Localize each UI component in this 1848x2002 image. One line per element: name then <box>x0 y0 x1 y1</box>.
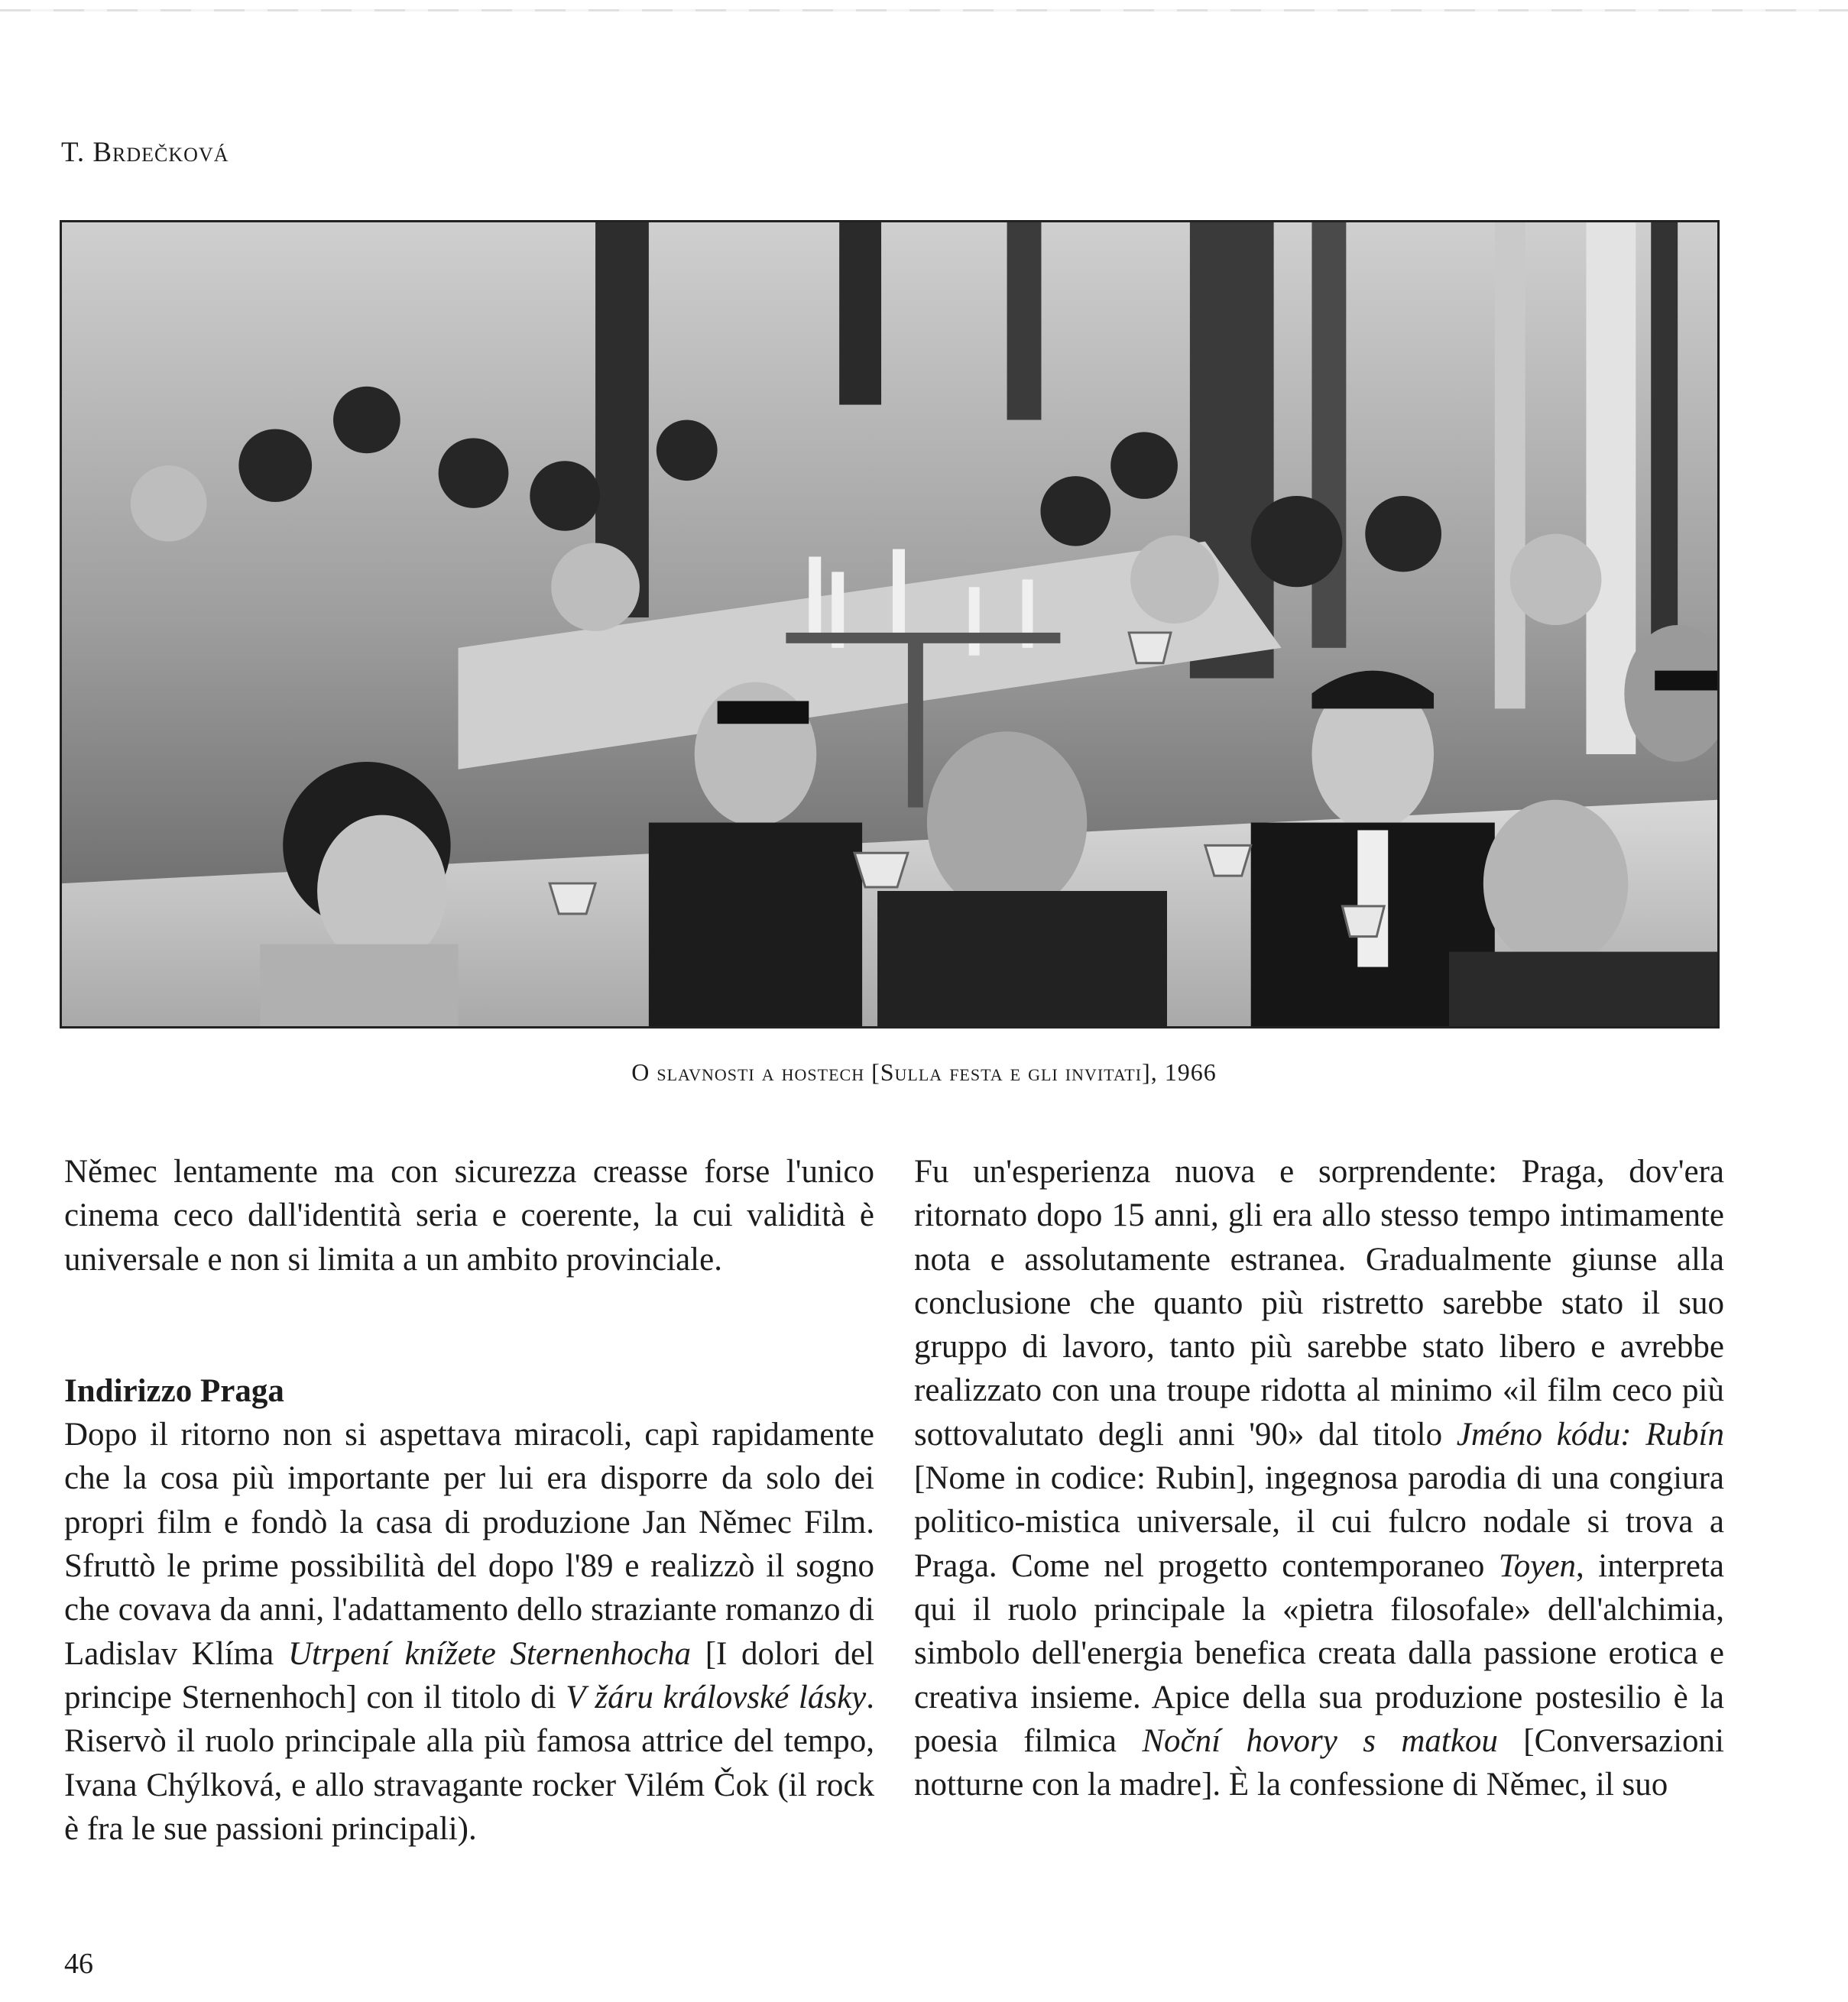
film-title: Toyen <box>1498 1547 1576 1584</box>
section-heading: Indirizzo Praga <box>64 1372 284 1409</box>
film-title: Utrpení knížete Sternenhocha <box>287 1635 691 1672</box>
body-text: , interpreta qui il ruolo principale la «pietra filosofale» dell'alchimia, simbolo dell'energia benefica creata dalla passione erotica e creativa insieme. Apice della sua produzione postesilio è la poesia filmica <box>914 1547 1724 1759</box>
running-head-surname: rdečková <box>112 137 229 168</box>
top-edge-rule <box>0 9 1848 11</box>
film-title: Jméno kódu: Rubín <box>1456 1416 1724 1453</box>
body-paragraph <box>64 1413 874 1851</box>
running-head-initial: T. B <box>61 137 113 168</box>
body-text: [I dolori del principe Sternenhoch] con il titolo di <box>64 1635 874 1715</box>
page-number: 46 <box>64 1948 93 1980</box>
intro-paragraph: Němec lentamente ma con sicurezza creasse forse l'unico cinema ceco dall'identità seria e coerente, la cui validità è universale e non si limita a un ambito provinciale. <box>64 1154 874 1278</box>
banquet-photo <box>60 220 1720 1029</box>
body-text: Dopo il ritorno non si aspettava miracoli, capì rapidamente che la cosa più importante per lui era disporre da solo dei propri film e fondò la casa di produzione Jan Němec Film. Sfruttò le prime possibilità del dopo l'89 e realizzò il sogno che covava da anni, l'adattamento dello straziante romanzo di Ladislav Klíma <box>64 1417 874 1672</box>
body-text: Fu un'esperienza nuova e sorprendente: Praga, dov'era ritornato dopo 15 anni, gli era allo stesso tempo intimamente nota e assolutamente estranea. Gradualmente giunse alla conclusione che quanto più ristretto sarebbe stato il suo gruppo di lavoro, tanto più sarebbe stato libero e avrebbe realizzato con una troupe ridotta al minimo «il film ceco più sottovalutato degli anni '90» dal titolo <box>914 1154 1724 1453</box>
right-column <box>914 1150 1724 1806</box>
body-paragraph <box>914 1150 1724 1806</box>
left-column <box>64 1150 874 1851</box>
body-text: [Conversazioni notturne con la madre]. È la confessione di Němec, il suo <box>914 1722 1724 1803</box>
film-title: Noční hovory s matkou <box>1142 1722 1498 1759</box>
running-head <box>61 136 229 169</box>
body-text: [Nome in codice: Rubin], ingegnosa parodia di una congiura politico-mistica universale, il cui fulcro nodale si trova a Praga. Come nel progetto contemporaneo <box>914 1460 1724 1584</box>
photo-caption: O slavnosti a hostech [Sulla festa e gli invitati], 1966 <box>631 1058 1217 1086</box>
banquet-photo-illustration <box>62 222 1717 1026</box>
section-gap <box>64 1281 874 1369</box>
film-title: V žáru královské lásky <box>566 1679 867 1715</box>
body-text: . Riservò il ruolo principale alla più famosa attrice del tempo, Ivana Chýlková, e allo stravagante rocker Vilém Čok (il rock è fra le sue passioni principali). <box>64 1679 874 1847</box>
